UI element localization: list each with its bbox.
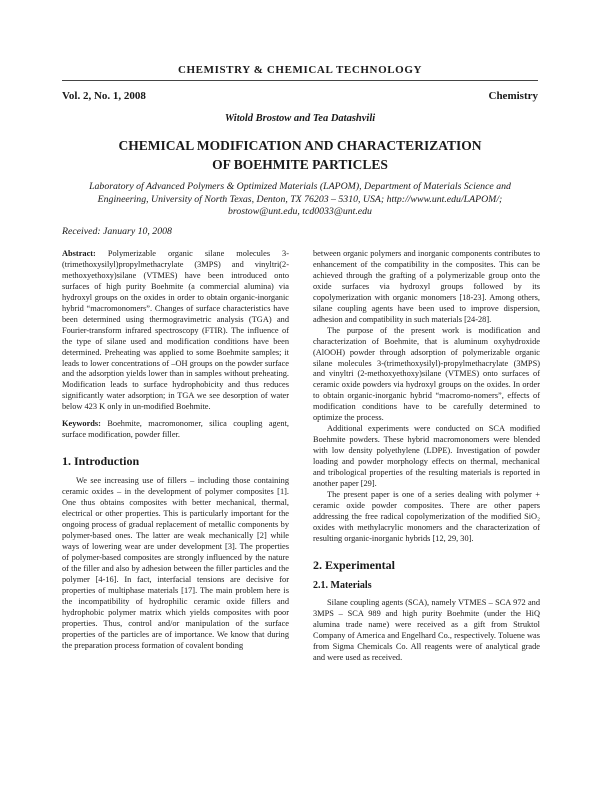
abstract <box>62 249 289 413</box>
abstract-text: Polymerizable organic silane molecules 3-(trimethoxysilyl)propylmethacrylate (3MPS) and vinyltri(2-methoxyethoxy)silane (VTMES) have been introduced onto surfaces of high purity Boehmite (a commercial alumina) via hydroxyl groups on the oxides in order to obtain organic-inorganic hybrid “macromonomers”. Changes of surface characteristics have been determined using thermogravimetric analysis (TGA) and Fourier-transform infrared spectroscopy (FTIR). The influence of the type of silane used and modification conditions have been determined. Preheating was applied to some Boehmite samples; it leads to lower concentrations of –OH groups on the powder surface and the adsorption yields lower than in samples without preheating. Modification leads to surface hydrophobicity and thus reduces significantly water adsorption; in TGA we see desorption of water below 423 K only in un-modified Boehmite. <box>62 249 289 412</box>
experimental-heading: 2. Experimental <box>313 557 395 572</box>
purpose-paragraph: The purpose of the present work is modification and characterization of Boehmite, that is aluminum oxyhydroxide (AlOOH) powder through adsorption of polymerizable organic silane molecules 3-(trimethoxysilyl)-propylmethacrylate (3MPS) and vinyltri (2-methoxyethoxy)silane (VTMES) onto surfaces of ceramic oxide powders via hydroxyl groups on the oxides. In order to obtain organic-inorganic hybrid “macromo-nomers”, effects of modification conditions have to be carefully determined to optimize the process. <box>313 325 540 423</box>
keywords-text: Boehmite, macromonomer, silica coupling agent, surface modification, powder filler. <box>62 419 289 440</box>
received-date: Received: January 10, 2008 <box>62 226 172 237</box>
additional-paragraph: Additional experiments were conducted on SCA modified Boehmite powders. These hybrid macromonomers were blended with low density polyethylene (LDPE). Investigation of powder loading and powder morphology effects on thermal, mechanical and tribological properties of the resulting materials is reported in another paper [29]. <box>313 424 540 489</box>
journal-name: CHEMISTRY & CHEMICAL TECHNOLOGY <box>177 64 423 76</box>
right-column <box>313 249 540 663</box>
keywords <box>62 419 289 441</box>
section-name: Chemistry <box>488 90 538 102</box>
header-rule <box>62 80 538 81</box>
title-line-1: CHEMICAL MODIFICATION AND CHARACTERIZATION <box>118 138 482 153</box>
affiliation: Laboratory of Advanced Polymers & Optimized Materials (LAPOM), Department of Materials Science and Engineering, University of North Texas, Denton, TX 76203 – 5310, USA; http://www.unt.edu/LAPOM/; brostow@unt.edu, tcd0033@unt.edu <box>89 181 511 217</box>
series-paragraph: The present paper is one of a series dealing with polymer + ceramic oxide powder composites. There are other papers addressing the free radical copolymerization of the modified SiO₂ oxides with methylacrylic monomers and the characterization of resulting organic-inorganic hybrids [12, 29, 30]. <box>313 489 540 543</box>
intro-heading: 1. Introduction <box>62 454 140 469</box>
volume-info: Vol. 2, No. 1, 2008 <box>62 90 146 102</box>
abstract-label: Abstract: <box>62 249 96 258</box>
paragraph-continued: between organic polymers and inorganic components contributes to enhancement of the compatibility in the composites. This can be achieved through the grafting of a polymerizable group onto the oxide surfaces via hydroxyl groups followed by its copolymerization with organic monomers [18-23]. Among others, silane coupling agents have been used to improve dispersion, adhesion and compatibility in such materials [24-28]. <box>313 249 540 324</box>
paper-title <box>80 136 520 174</box>
keywords-label: Keywords: <box>62 419 101 429</box>
title-line-2: OF BOEHMITE PARTICLES <box>212 157 388 172</box>
authors: Witold Brostow and Tea Datashvili <box>224 113 376 124</box>
left-column <box>62 249 289 651</box>
intro-paragraph: We see increasing use of fillers – including those containing ceramic oxides – in the development of polymer composites [1]. One thus obtains composites with better mechanical, thermal, electrical or other properties. This is particularly important for the ongoing process of gradual replacement of metallic components by polymer-based ones. The latter are weak mechanically [2] while ways of lowering wear are under development [3]. The properties of polymer-based composites are strongly influenced by the nature of the filler and also by adhesion between the filler particles and the polymer [4-16]. In fact, interfacial tensions are decisive for properties of multiphase materials [17]. The main problem here is the incompatibility of hydrophilic ceramic oxide fillers and hydrophobic polymer matrix which yields composites with poor properties. Thus, control and/or manipulation of the surface properties of the particles are of importance. We know that during the preparation process formation of covalent bonding <box>62 476 289 650</box>
materials-paragraph: Silane coupling agents (SCA), namely VTMES – SCA 972 and 3MPS – SCA 989 and high purity Boehmite (under the HiQ alumina trade name) were received as a gift from Struktol Company of America and Engelhard Co., respectively. Toluene was from Sigma Chemicals Co. All reagents were of analytical grade and were used as received. <box>313 597 540 662</box>
materials-heading: 2.1. Materials <box>313 579 372 591</box>
